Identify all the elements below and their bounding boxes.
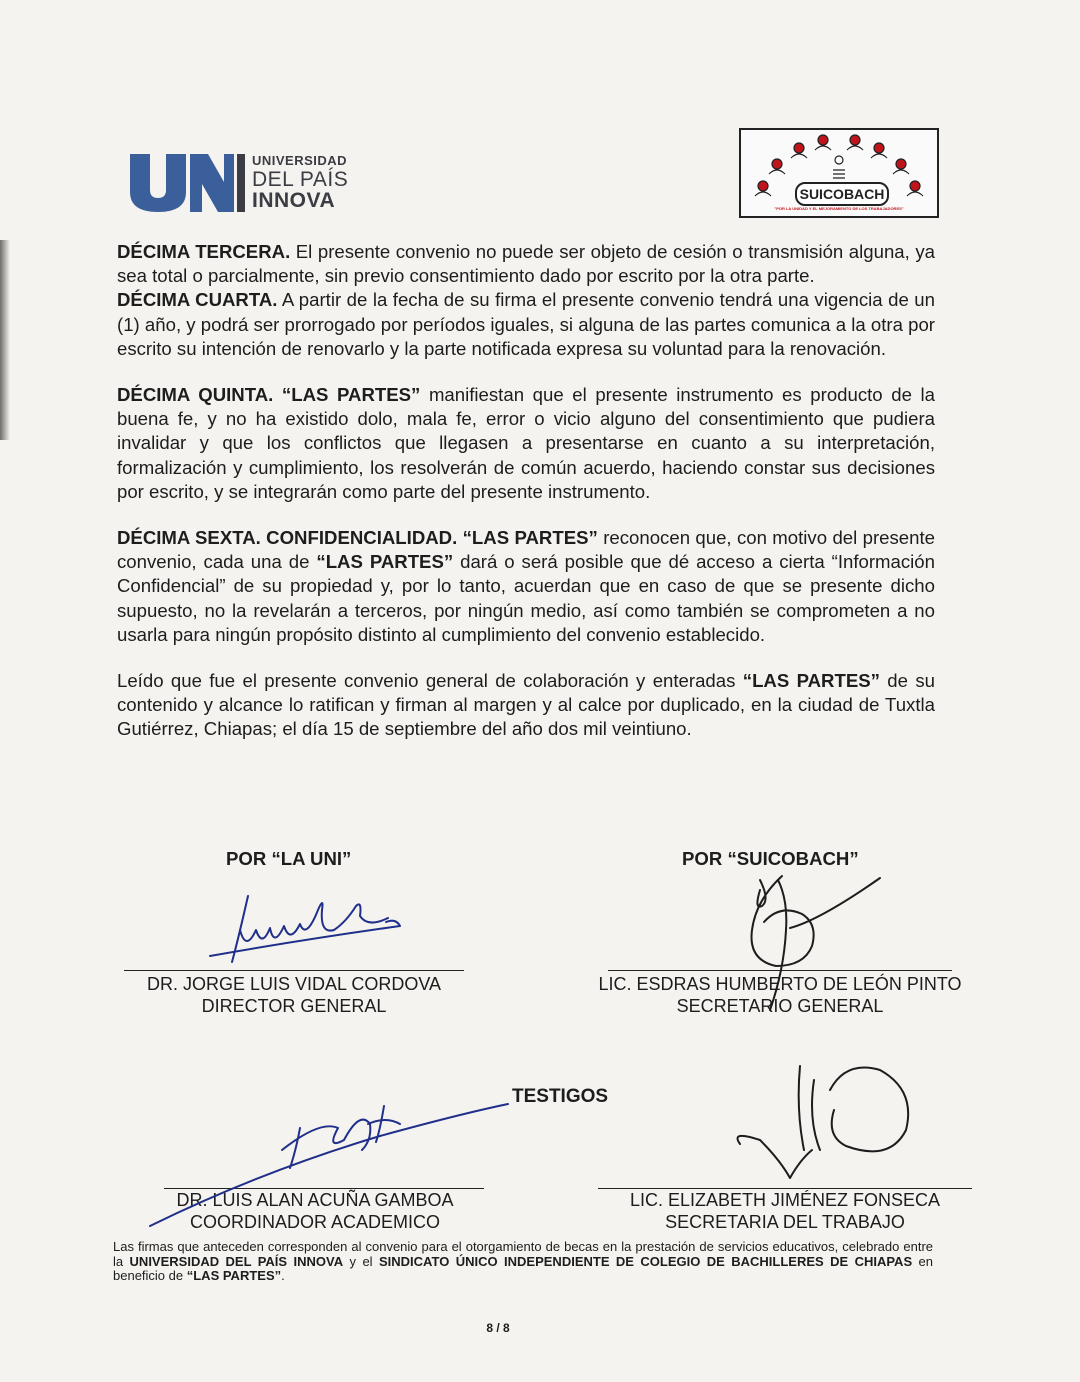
suicobach-name: SUICOBACH bbox=[795, 182, 889, 206]
scan-edge-shadow bbox=[0, 240, 10, 440]
clause-16-bold: “LAS PARTES” bbox=[316, 551, 454, 573]
uni-line1: UNIVERSIDAD bbox=[252, 153, 348, 168]
witnesses-label: TESTIGOS bbox=[512, 1086, 609, 1107]
closing-bold: “LAS PARTES” bbox=[742, 670, 880, 692]
clause-15 bbox=[117, 383, 935, 504]
clause-13-title: DÉCIMA TERCERA. bbox=[117, 241, 291, 262]
clause-13 bbox=[117, 240, 935, 288]
sig-head-suicobach: POR “SUICOBACH” bbox=[682, 848, 859, 869]
page-number: 8 / 8 bbox=[486, 1321, 510, 1335]
sig-line-right bbox=[608, 970, 952, 971]
witness-left-role: COORDINADOR ACADEMICO bbox=[189, 1212, 441, 1232]
uni-logo bbox=[128, 152, 358, 214]
clause-16-text-a: reconocen que, con motivo del presente convenio, cada una de bbox=[117, 527, 935, 573]
suicobach-motto: "POR LA UNIDAD Y EL MEJORAMIENTO DE LOS TRABAJADORES" bbox=[774, 206, 904, 211]
clause-14-title: DÉCIMA CUARTA. bbox=[117, 289, 278, 311]
footnote-parties: “LAS PARTES” bbox=[186, 1268, 282, 1284]
footnote-union: SINDICATO ÚNICO INDEPENDIENTE DE COLEGIO DE BACHILLERES DE CHIAPAS bbox=[379, 1253, 913, 1269]
signer-right-name: LIC. ESDRAS HUMBERTO DE LEÓN PINTO bbox=[598, 974, 962, 994]
clause-16-title: DÉCIMA SEXTA. CONFIDENCIALIDAD. “LAS PARTES” bbox=[117, 527, 598, 549]
uni-line3: INNOVA bbox=[252, 189, 336, 212]
sig-line-left bbox=[124, 970, 464, 971]
footnote-c: y el bbox=[343, 1253, 379, 1269]
sig-line-witness-left bbox=[164, 1188, 484, 1189]
witness-right-role: SECRETARIA DEL TRABAJO bbox=[665, 1212, 905, 1232]
clause-16 bbox=[117, 526, 935, 647]
signer-left-role: DIRECTOR GENERAL bbox=[201, 996, 387, 1016]
uni-line2: DEL PAÍS bbox=[252, 168, 349, 191]
signer-right-role: SECRETARIO GENERAL bbox=[676, 996, 884, 1016]
closing-text-a: Leído que fue el presente convenio general de colaboración y enteradas bbox=[117, 670, 743, 692]
signature-jimenez bbox=[738, 1066, 909, 1178]
uni-mark-icon bbox=[128, 152, 246, 214]
footnote-university: UNIVERSIDAD DEL PAÍS INNOVA bbox=[129, 1253, 344, 1269]
footnote-a: Las firmas que anteceden corresponden al convenio para el otorgamiento de becas en la prestación de servicios educativos, celebrado entre la bbox=[113, 1239, 933, 1269]
clause-13-text: El presente convenio no puede ser objeto de cesión o transmisión alguna, ya sea total o parcialmente, sin previo consentimiento dado por escrito por la otra parte. bbox=[117, 241, 935, 287]
clause-15-title: DÉCIMA QUINTA. “LAS PARTES” bbox=[117, 384, 421, 406]
clause-14-text: A partir de la fecha de su firma el presente convenio tendrá una vigencia de un (1) año, y podrá ser prorrogado por períodos iguales, si alguna de las partes comunica a la otra por escrito su intención de renovarlo y la parte notificada expresa su voluntad para la renovación. bbox=[117, 289, 935, 359]
signer-left-name: DR. JORGE LUIS VIDAL CORDOVA bbox=[146, 974, 442, 994]
clause-15-text: manifiestan que el presente instrumento es producto de la buena fe, y no ha existido dolo, mala fe, error o vicio alguno del consentimiento que pudiera invalidar y que los conflictos que llegasen a presentarse en cuanto a su interpretación, formalización y cumplimiento, los resolverán de común acuerdo, haciendo constar sus decisiones por escrito, y se integrarán como parte del presente instrumento. bbox=[117, 384, 935, 502]
footnote bbox=[113, 1240, 933, 1284]
closing-paragraph bbox=[117, 669, 935, 742]
footnote-g: . bbox=[281, 1268, 285, 1284]
signature-vidal bbox=[210, 896, 400, 962]
sig-line-witness-right bbox=[598, 1188, 972, 1189]
suicobach-logo bbox=[739, 128, 939, 218]
witness-right-name: LIC. ELIZABETH JIMÉNEZ FONSECA bbox=[629, 1190, 941, 1210]
clause-14 bbox=[117, 288, 935, 361]
closing-text-b: de su contenido y alcance lo ratifican y firman al margen y al calce por duplicado, en la ciudad de Tuxtla Gutiérrez, Chiapas; el día 15 de septiembre del año dos mil veintiuno. bbox=[117, 670, 935, 740]
sig-head-uni: POR “LA UNI” bbox=[226, 848, 352, 869]
witness-left-name: DR. LUIS ALAN ACUÑA GAMBOA bbox=[176, 1190, 454, 1210]
clauses-body bbox=[117, 240, 935, 742]
clause-16-text-c: dará o será posible que dé acceso a cierta “Información Confidencial” de su propiedad y, por lo tanto, acuerdan que en caso de que se presente dicho supuesto, no la revelarán a terceros, por ningún medio, así como también se comprometen a no usarla para ningún propósito distinto al cumplimiento del convenio establecido. bbox=[117, 551, 935, 645]
footnote-e: en beneficio de bbox=[113, 1253, 934, 1284]
